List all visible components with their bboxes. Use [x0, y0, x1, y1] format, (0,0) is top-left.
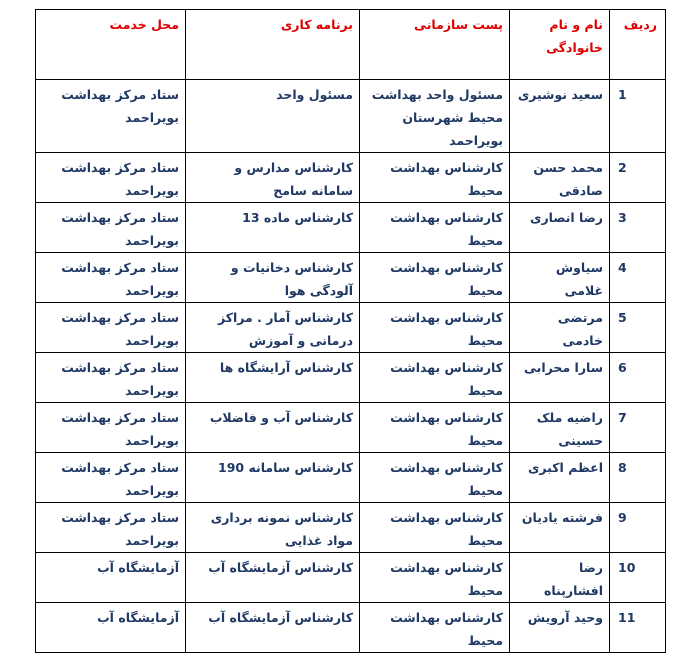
- cell-program: کارشناس نمونه برداری مواد غذایی: [186, 503, 360, 553]
- cell-radif: 9: [610, 503, 666, 553]
- table-row: [36, 553, 666, 603]
- cell-radif: 1: [610, 80, 666, 153]
- header-name: نام و نام خانوادگی: [510, 10, 610, 80]
- cell-program: کارشناس سامانه 190: [186, 453, 360, 503]
- table-row: [36, 403, 666, 453]
- cell-radif: 11: [610, 603, 666, 653]
- cell-location: ستاد مرکز بهداشت بویراحمد: [36, 453, 186, 503]
- cell-post: کارشناس بهداشت محیط: [360, 353, 510, 403]
- cell-name: سعید نوشیری: [510, 80, 610, 153]
- header-radif: ردیف: [610, 10, 666, 80]
- table-row: [36, 303, 666, 353]
- cell-program: کارشناس مدارس و سامانه سامح: [186, 153, 360, 203]
- cell-post: کارشناس بهداشت محیط: [360, 503, 510, 553]
- cell-name: اعظم اکبری: [510, 453, 610, 503]
- table-header-row: [36, 10, 666, 80]
- cell-name: سارا محرابی: [510, 353, 610, 403]
- cell-radif: 8: [610, 453, 666, 503]
- cell-name: محمد حسن صادقی: [510, 153, 610, 203]
- cell-radif: 2: [610, 153, 666, 203]
- cell-post: کارشناس بهداشت محیط: [360, 603, 510, 653]
- cell-post: مسئول واحد بهداشت محیط شهرستان بویراحمد: [360, 80, 510, 153]
- cell-radif: 4: [610, 253, 666, 303]
- cell-post: کارشناس بهداشت محیط: [360, 403, 510, 453]
- cell-program: مسئول واحد: [186, 80, 360, 153]
- cell-name: رضا انصاری: [510, 203, 610, 253]
- cell-name: فرشته یادیان: [510, 503, 610, 553]
- cell-location: ستاد مرکز بهداشت بویراحمد: [36, 253, 186, 303]
- cell-program: کارشناس دخانیات و آلودگی هوا: [186, 253, 360, 303]
- cell-location: ستاد مرکز بهداشت بویراحمد: [36, 153, 186, 203]
- table-row: [36, 503, 666, 553]
- staff-table: [35, 9, 666, 653]
- cell-program: کارشناس آزمایشگاه آب: [186, 553, 360, 603]
- cell-post: کارشناس بهداشت محیط: [360, 303, 510, 353]
- cell-program: کارشناس آب و فاضلاب: [186, 403, 360, 453]
- cell-location: آزمایشگاه آب: [36, 553, 186, 603]
- cell-location: ستاد مرکز بهداشت بویراحمد: [36, 403, 186, 453]
- cell-post: کارشناس بهداشت محیط: [360, 453, 510, 503]
- cell-program: کارشناس آزمایشگاه آب: [186, 603, 360, 653]
- table-row: [36, 153, 666, 203]
- cell-location: ستاد مرکز بهداشت بویراحمد: [36, 203, 186, 253]
- cell-post: کارشناس بهداشت محیط: [360, 203, 510, 253]
- header-post: پست سازمانی: [360, 10, 510, 80]
- table-row: [36, 253, 666, 303]
- cell-name: مرتضی خادمی: [510, 303, 610, 353]
- cell-location: ستاد مرکز بهداشت بویراحمد: [36, 503, 186, 553]
- cell-name: سیاوش غلامی: [510, 253, 610, 303]
- cell-radif: 7: [610, 403, 666, 453]
- cell-radif: 5: [610, 303, 666, 353]
- cell-location: ستاد مرکز بهداشت بویراحمد: [36, 80, 186, 153]
- cell-radif: 10: [610, 553, 666, 603]
- cell-name: راضیه ملک حسینی: [510, 403, 610, 453]
- cell-radif: 6: [610, 353, 666, 403]
- cell-program: کارشناس آمار . مراکز درمانی و آموزش: [186, 303, 360, 353]
- cell-name: رضا افشارپناه: [510, 553, 610, 603]
- cell-program: کارشناس ماده 13: [186, 203, 360, 253]
- cell-name: وحید آرویش: [510, 603, 610, 653]
- cell-post: کارشناس بهداشت محیط: [360, 553, 510, 603]
- cell-post: کارشناس بهداشت محیط: [360, 153, 510, 203]
- cell-location: ستاد مرکز بهداشت بویراحمد: [36, 303, 186, 353]
- cell-radif: 3: [610, 203, 666, 253]
- table-row: [36, 203, 666, 253]
- table-row: [36, 80, 666, 153]
- cell-program: کارشناس آرایشگاه ها: [186, 353, 360, 403]
- header-program: برنامه کاری: [186, 10, 360, 80]
- header-location: محل خدمت: [36, 10, 186, 80]
- cell-post: کارشناس بهداشت محیط: [360, 253, 510, 303]
- cell-location: آزمایشگاه آب: [36, 603, 186, 653]
- cell-location: ستاد مرکز بهداشت بویراحمد: [36, 353, 186, 403]
- table-row: [36, 603, 666, 653]
- table-row: [36, 353, 666, 403]
- table-row: [36, 453, 666, 503]
